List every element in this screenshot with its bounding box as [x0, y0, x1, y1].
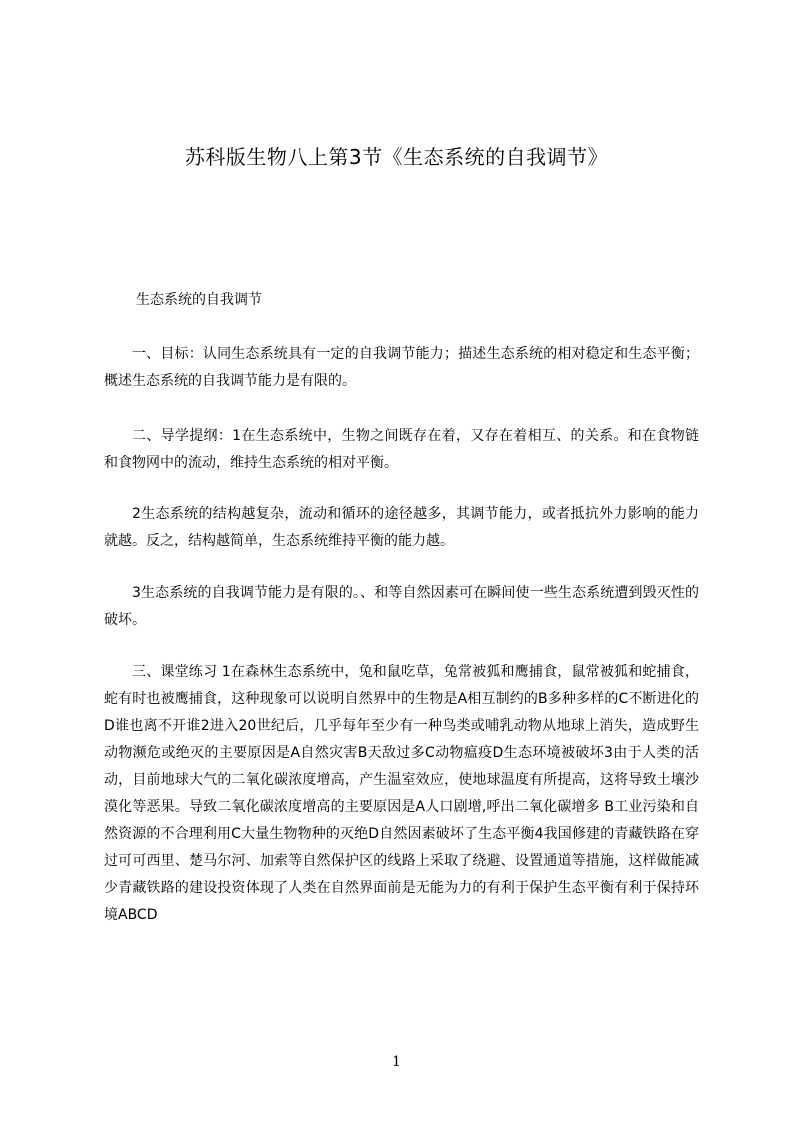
- paragraph-structure: 2生态系统的结构越复杂，流动和循环的途径越多，其调节能力，或者抵抗外力影响的能力就越。反之，结构越简单，生态系统维持平衡的能力越。: [104, 506, 699, 549]
- paragraph-exercises: 三、课堂练习 1在森林生态系统中，兔和鼠吃草，兔常被狐和鹰捕食，鼠常被狐和蛇捕食，蛇有时也被鹰捕食，这种现象可以说明自然界中的生物是A相互制约的B多种多样的C不断进化的D谁也离不开谁2进入20世纪后，几乎每年至少有一种鸟类或哺乳动物从地球上消失，造成野生动物濒危或绝灭的主要原因是A自然灾害B天敌过多C动物瘟疫D生态环境被破坏3由于人类的活动，目前地球大气的二氧化碳浓度增高，产生温室效应，使地球温度有所提高，这将导致土壤沙漠化等恶果。导致二氧化碳浓度增高的主要原因是A人口剧增,呼出二氧化碳增多 B工业污染和自然资源的不合理利用C大量生物物种的灭绝D自然因素破坏了生态平衡4我国修建的青藏铁路在穿过可可西里、楚马尔河、加索等自然保护区的线路上采取了绕避、设置通道等措施，这样做能减少青藏铁路的建设投资体现了人类在自然界面前是无能为力的有利于保护生态平衡有利于保持环境ABCD: [104, 664, 699, 923]
- paragraph-outline: 二、导学提纲：1在生态系统中，生物之间既存在着，又存在着相互、的关系。和在食物链和食物网中的流动，维持生态系统的相对平衡。: [104, 428, 699, 471]
- paragraph-limits: 3生态系统的自我调节能力是有限的。、和等自然因素可在瞬间使一些生态系统遭到毁灭性的破坏。: [104, 585, 699, 628]
- paragraph-objectives: 一、目标：认同生态系统具有一定的自我调节能力；描述生态系统的相对稳定和生态平衡；概述生态系统的自我调节能力是有限的。: [104, 346, 699, 389]
- document-title: 苏科版生物八上第3节《生态系统的自我调节》: [184, 145, 609, 169]
- page-number: 1: [392, 1054, 401, 1070]
- section-subtitle: 生态系统的自我调节: [136, 292, 262, 308]
